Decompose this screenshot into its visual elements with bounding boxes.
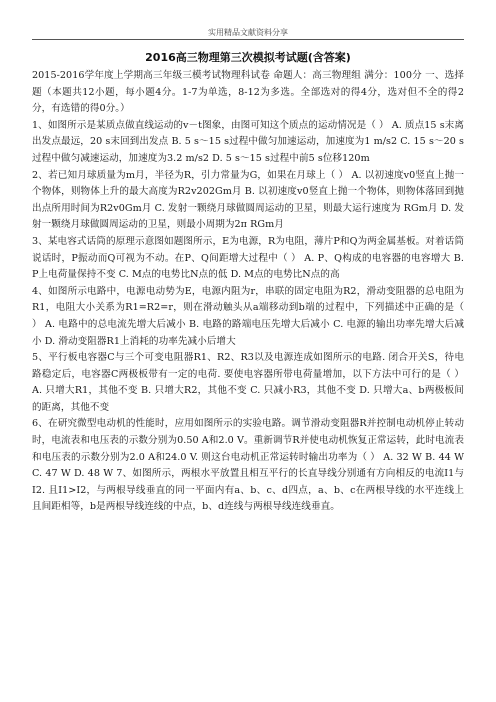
document-body — [32, 68, 464, 516]
header-divider — [32, 39, 464, 40]
question-3-paragraph: 3、某电容式话筒的原理示意图如题图所示，E为电源，R为电阻，薄片P和Q为两金属基板。对着话筒说话时，P振动而Q可视为不动。在P、Q间距增大过程中（ ） A. P、Q构成的电容器的电容增大 B. P上电荷量保持不变 C. M点的电势比N点的低 D. M点的电势比N点的高 — [32, 235, 464, 281]
question-6-7-paragraph: 6、在研究微型电动机的性能时，应用如图所示的实验电路。调节滑动变阻器R并控制电动机停止转动时，电流表和电压表的示数分别为0.50 A和2.0 V。重新调节R并使电动机恢复正常运转，此时电流表和电压表的示数分别为2.0 A和24.0 V. 则这台电动机正常运转时输出功率为（ ） A. 32 W B. 44 W C. 47 W D. 48 W 7、如图所示，两根水平放置且相互平行的长直导线分别通有方向相反的电流I1与I2. 且I1>I2，与两根导线垂直的同一平面内有a、b、c、d四点，a、b、c在两根导线的水平连线上且间距相等，b是两根导线连线的中点，b、d连线与两根导线连线垂直。 — [32, 418, 464, 513]
question-5-paragraph: 5、平行板电容器C与三个可变电阻器R1、R2、R3以及电源连成如图所示的电路. 闭合开关S，待电路稳定后，电容器C两极板带有一定的电荷. 要使电容器所带电荷量增加，以下方法中可行的是（ ） A. 只增大R1，其他不变 B. 只增大R2，其他不变 C. 只减小R3，其他不变 D. 只增大a、b两极板间的距离，其他不变 — [32, 352, 464, 413]
question-4-paragraph: 4、如图所示电路中，电源电动势为E，电源内阻为r，串联的固定电阻为R2，滑动变阻器的总电阻为R1，电阻大小关系为R1=R2=r，则在滑动触头从a端移动到b端的过程中，下列描述中正确的是（ ） A. 电路中的总电流先增大后减小 B. 电路的路端电压先增大后减小 C. 电源的输出功率先增大后减小 D. 滑动变阻器R1上消耗的功率先减小后增大 — [32, 285, 464, 347]
question-2-paragraph: 2、若已知月球质量为m月，半径为R，引力常量为G，如果在月球上（ ） A. 以初速度v0竖直上抛一个物体，则物体上升的最大高度为R2v202Gm月 B. 以初速度v0竖直上抛一个物体，则物体落回到抛出点所用时间为R2v0Gm月 C. 发射一颗绕月球做圆周运动的卫星，则最大运行速度为 RGm月 D. 发射一颗绕月球做圆周运动的卫星，则最小周期为2π RGm月 — [32, 169, 464, 231]
header-note: 实用精品文献资料分享 — [208, 28, 288, 37]
document-title: 2016高三物理第三次模拟考试题(含答案) — [145, 51, 351, 64]
question-1-paragraph: 1、如图所示是某质点做直线运动的v－t图象，由图可知这个质点的运动情况是（ ） A. 质点15 s末离出发点最远，20 s末回到出发点 B. 5 s～15 s过程中做匀加速运动，加速度为1 m/s2 C. 15 s～20 s过程中做匀减速运动，加速度为3.2 m/s2 D. 5 s～15 s过程中前5 s位移120m — [32, 119, 464, 164]
exam-intro-paragraph: 2015-2016学年度上学期高三年级三模考试物理科试卷 命题人：高三物理组 满分：100分 一、选择题（本题共12小题，每小题4分。1-7为单选，8-12为多选。全部选对的得4分，选对但不全的得2分，有选错的得0分。） — [32, 70, 464, 115]
